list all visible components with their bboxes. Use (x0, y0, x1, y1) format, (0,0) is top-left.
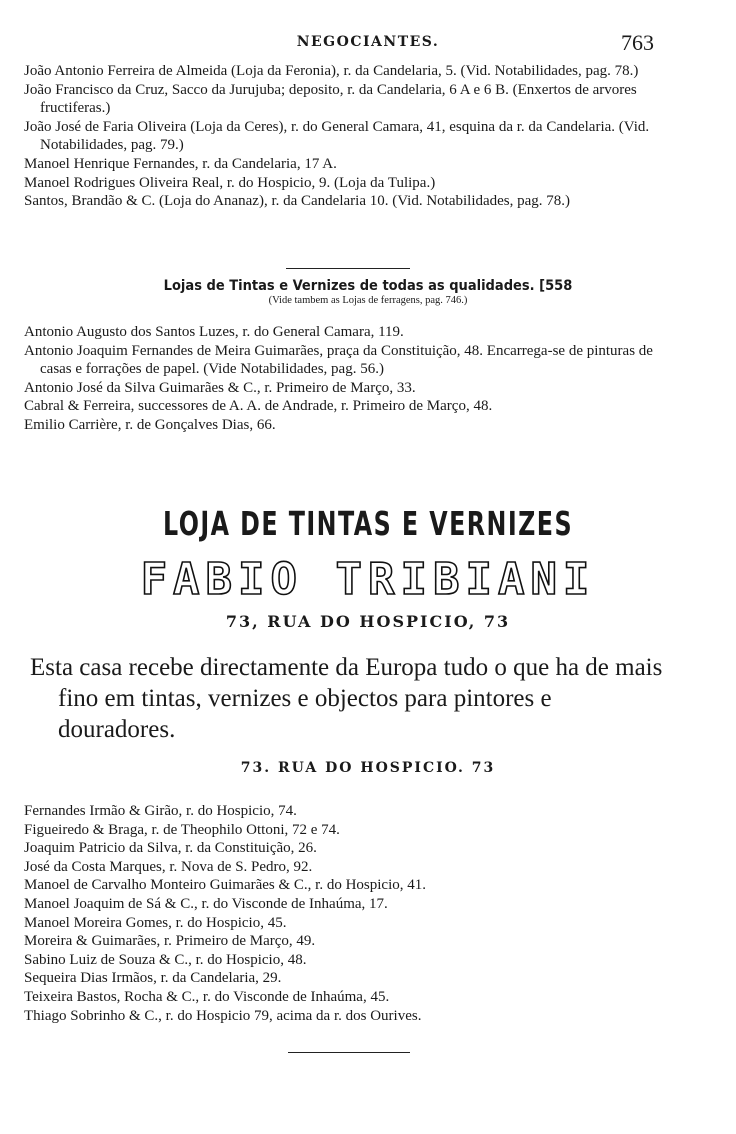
list-item: Manoel Henrique Fernandes, r. da Candelaria, 17 A. (24, 155, 337, 172)
list-item: Sabino Luiz de Souza & C., r. do Hospicio, 48. (24, 951, 307, 968)
section-divider-bottom (288, 1052, 410, 1053)
section-heading (0, 278, 736, 306)
advertisement-name-block (0, 554, 736, 605)
advertisement-footer-block (0, 760, 736, 776)
page-number: 763 (621, 30, 654, 55)
running-title: NEGOCIANTES. (296, 34, 440, 50)
list-item: João Francisco da Cruz, Sacco da Jurujuba; deposito, r. da Candelaria, 6 A e 6 B. (Enxertos de arvores fructiferas.) (24, 81, 637, 117)
list-item: João Antonio Ferreira de Almeida (Loja da Feronia), r. da Candelaria, 5. (Vid. Notabilidades, pag. 78.) (24, 63, 639, 79)
section-title: Lojas de Tintas e Vernizes de todas as qualidades. [558 (163, 278, 573, 294)
list-item: Manoel Joaquim de Sá & C., r. do Visconde de Inhaúma, 17. (24, 895, 388, 912)
list-item: Manoel Moreira Gomes, r. do Hospicio, 45. (24, 914, 287, 931)
list-item: Thiago Sobrinho & C., r. do Hospicio 79, acima da r. dos Ourives. (24, 1007, 422, 1024)
list-item: Moreira & Guimarães, r. Primeiro de Março, 49. (24, 933, 316, 950)
list-item: Antonio Augusto dos Santos Luzes, r. do General Camara, 119. (24, 324, 404, 340)
list-item: Emilio Carrière, r. de Gonçalves Dias, 66. (24, 416, 276, 433)
advertisement-address-block (0, 612, 736, 631)
paint-shops-list (24, 323, 656, 435)
list-item: José da Costa Marques, r. Nova de S. Pedro, 92. (24, 858, 313, 875)
advertisement-text-block (30, 652, 670, 745)
advertisement (0, 504, 736, 543)
merchant-list-top (24, 62, 656, 211)
ad-address: 73, RUA DO HOSPICIO, 73 (225, 612, 511, 631)
merchant-list-bottom (24, 802, 656, 1025)
list-item: Antonio Joaquim Fernandes de Meira Guimarães, praça da Constituição, 48. Encarrega-se de pinturas de casas e forrações de papel. (Vide Notabilidades, pag. 56.) (24, 342, 653, 378)
section-note: (Vide tambem as Lojas de ferragens, pag. 746.) (268, 295, 468, 306)
list-item: Fernandes Irmão & Girão, r. do Hospicio, 74. (24, 803, 297, 819)
running-head (0, 30, 736, 58)
section-divider (286, 268, 410, 269)
list-item: Antonio José da Silva Guimarães & C., r. Primeiro de Março, 33. (24, 379, 416, 396)
list-item: Santos, Brandão & C. (Loja do Ananaz), r. da Candelaria 10. (Vid. Notabilidades, pag. 78.) (24, 193, 571, 210)
list-item: João José de Faria Oliveira (Loja da Ceres), r. do General Camara, 41, esquina da r. da Candelaria. (Vid. Notabilidades, pag. 79.) (24, 118, 650, 154)
list-item: Cabral & Ferreira, successores de A. A. de Andrade, r. Primeiro de Março, 48. (24, 398, 493, 415)
list-item: Manoel Rodrigues Oliveira Real, r. do Hospicio, 9. (Loja da Tulipa.) (24, 174, 436, 191)
list-item: Teixeira Bastos, Rocha & C., r. do Visconde de Inhaúma, 45. (24, 988, 390, 1005)
list-item: Joaquim Patricio da Silva, r. da Constituição, 26. (24, 840, 317, 857)
ad-text: Esta casa recebe directamente da Europa tudo o que ha de mais fino em tintas, vernizes e objectos para pintores e douradores. (30, 654, 663, 743)
ad-address-footer: 73. RUA DO HOSPICIO. 73 (240, 760, 496, 776)
ad-business-name: FABIO TRIBIANI (140, 554, 596, 605)
list-item: Figueiredo & Braga, r. de Theophilo Ottoni, 72 e 74. (24, 821, 340, 838)
list-item: Sequeira Dias Irmãos, r. da Candelaria, 29. (24, 970, 282, 987)
list-item: Manoel de Carvalho Monteiro Guimarães & C., r. do Hospicio, 41. (24, 877, 427, 894)
ad-title: LOJA DE TINTAS E VERNIZES (162, 504, 573, 543)
